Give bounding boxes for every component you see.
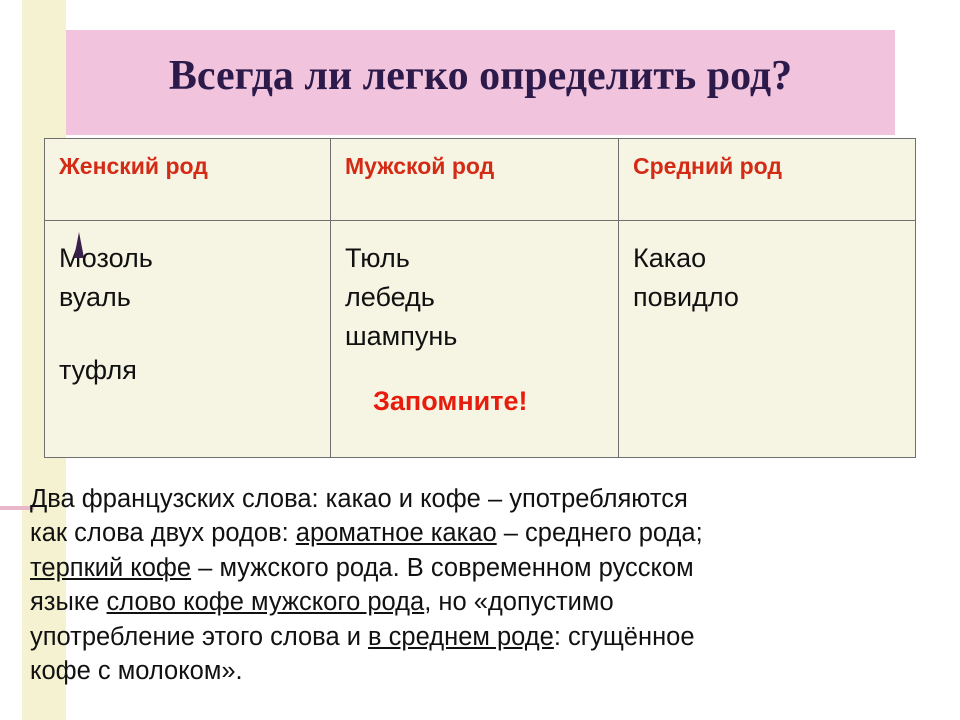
text-run: языке [30,588,107,617]
word-item: туфля [59,355,137,386]
word-item: Какао [633,243,707,273]
pink-dash-mark [0,506,34,510]
column-header-neuter: Средний род [619,139,915,221]
table-column-feminine [45,139,331,457]
text-run: Два французских слова: какао и кофе – употребляются [30,485,688,513]
remember-note: Запомните! [373,386,528,417]
word-item: Тюль [345,243,410,273]
paragraph-line [30,585,935,619]
paragraph-line [30,620,935,654]
column-body-masculine [331,221,618,422]
word-item: Мозоль [59,243,153,273]
paragraph-line [30,551,935,585]
pointer-caret-icon [74,232,84,258]
text-run: : сгущённое [553,622,695,651]
text-run: кофе с молоком». [30,657,243,686]
word-item: лебедь [345,282,435,313]
gender-table [44,138,916,458]
text-run: как слова двух родов: [30,519,296,548]
left-white-stripe [0,0,22,720]
column-header-masculine: Мужской род [331,139,618,221]
text-run: , но «допустимо [424,588,614,617]
paragraph-line [30,516,935,550]
word-item: вуаль [59,282,131,313]
column-body-neuter [619,221,915,317]
underlined-phrase: в среднем роде [368,622,554,651]
spacer [59,317,330,351]
explanation-paragraph [30,482,935,689]
table-column-neuter [619,139,915,457]
column-body-feminine [45,221,330,390]
paragraph-line [30,482,935,516]
text-run: – среднего рода; [496,519,703,548]
text-run: – мужского рода. В современном русском [191,553,694,582]
paragraph-line [30,654,935,688]
underlined-phrase: терпкий кофе [30,553,192,582]
underlined-phrase: слово кофе мужского рода [106,588,425,617]
underlined-phrase: ароматное какао [295,519,497,548]
page-title: Всегда ли легко определить род? [168,53,793,99]
word-item: повидло [633,282,739,313]
table-column-masculine [331,139,619,457]
column-header-feminine: Женский род [45,139,330,221]
text-run: употребление этого слова и [30,622,369,651]
word-item: шампунь [345,321,458,352]
